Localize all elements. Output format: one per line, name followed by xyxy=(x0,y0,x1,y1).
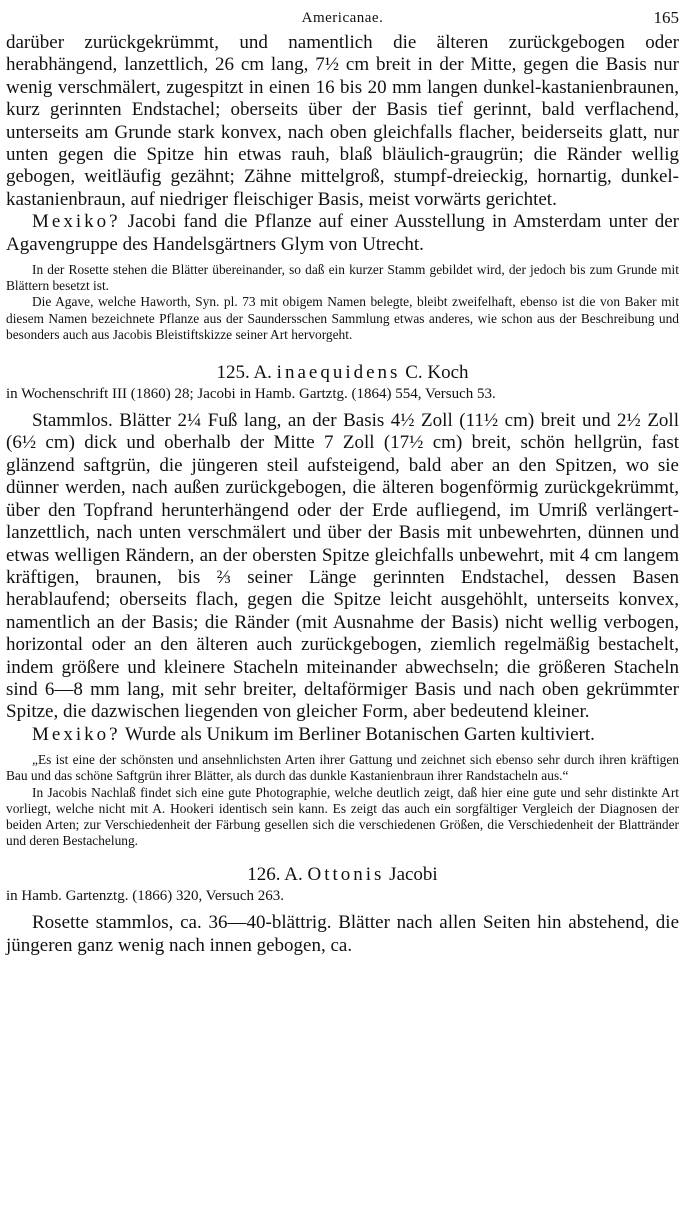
footnote-rosette: In der Rosette stehen die Blätter übereinander, so daß ein kurzer Stamm gebildet wird, der jedoch bis zum Grunde mit Blättern besetzt ist. xyxy=(6,262,679,294)
species-number: 125. xyxy=(216,362,250,384)
species-number: 126. xyxy=(247,864,281,886)
locality-paragraph-125 xyxy=(6,724,679,746)
species-heading-125 xyxy=(6,361,679,385)
footnote-haworth: Die Agave, welche Haworth, Syn. pl. 73 mit obigem Namen belegte, bleibt zweifelhaft, ebenso ist die von Baker mit diesem Namen bezeichnete Pflanze aus der Saundersschen Sammlung etwas anderes, wie schon aus der Beschreibung und besonders auch aus Jacobis Bleistiftskizze seiner Art hervorgeht. xyxy=(6,294,679,342)
continued-description: darüber zurückgekrümmt, und namentlich die älteren zurückgebogen oder herabhängend, lanzettlich, 26 cm lang, 7½ cm breit in der Mitte, gegen die Basis nur wenig verschmälert, zugespitzt in einen 16 bis 20 mm langen dunkel-kastanienbraunen, kurz gerinnten Endstachel; oberseits über der Basis tief gerinnt, bald verflachend, unterseits am Grunde stark konvex, nach oben gleichfalls flacher, beiderseits glatt, nur unten gegen die Spitze hin etwas rauh, blaß bläulich-graugrün; die Ränder wellig gebogen, weitläufig gezähnt; Zähne mittelgroß, stumpf-dreieckig, hornartig, dunkel-kastanienbraun, auf niedriger fleischiger Basis, meist vorwärts gerichtet. xyxy=(6,32,679,210)
locality-label: Mexiko? xyxy=(32,723,121,745)
species-description-126: Rosette stammlos, ca. 36—40-blättrig. Blätter nach allen Seiten hin abstehend, die jüngeren ganz wenig nach innen gebogen, ca. xyxy=(6,912,679,956)
running-header xyxy=(6,0,679,32)
species-author: C. Koch xyxy=(405,362,469,384)
locality-text: Jacobi fand die Pflanze auf einer Ausstellung in Amsterdam unter der Agavengruppe des Handelsgärtners Glym von Utrecht. xyxy=(6,211,680,255)
locality-label: Mexiko? xyxy=(32,211,121,233)
footnote-photo-125: In Jacobis Nachlaß findet sich eine gute Photographie, welche deutlich zeigt, daß hier eine gute und sehr distinkte Art vorliegt, welche nicht mit A. Hookeri identisch sein kann. Es zeigt das auch ein sorgfältiger Vergleich der Diagnosen der beiden Arten; zur Verschiedenheit der Färbung gesellen sich die verschiedenen Größen, die Verschiedenheit der Blattränder und deren Bestachelung. xyxy=(6,784,679,849)
species-genus: A. xyxy=(284,864,303,886)
species-citation-125: in Wochenschrift III (1860) 28; Jacobi in Hamb. Gartztg. (1864) 554, Versuch 53. xyxy=(6,386,496,403)
locality-paragraph xyxy=(6,211,679,256)
species-citation-126: in Hamb. Gartenztg. (1866) 320, Versuch 263. xyxy=(6,888,284,905)
running-title: Americanae. xyxy=(301,10,384,26)
footnote-quote-125: „Es ist eine der schönsten und ansehnlichsten Arten ihrer Gattung und zeichnet sich ebenso sehr durch ihren kräftigen Bau und das schöne Saftgrün ihrer Blätter, als durch das dunkle Kastanienbraun ihrer Randstacheln aus.“ xyxy=(6,752,679,784)
species-epithet: Ottonis xyxy=(307,864,385,886)
species-epithet: inaequidens xyxy=(276,362,401,384)
species-description-125: Stammlos. Blätter 2¼ Fuß lang, an der Basis 4½ Zoll (11½ cm) breit und 2½ Zoll (6½ cm) dick und oberhalb der Mitte 7 Zoll (17½ cm) breit, schön hellgrün, fast glänzend saftgrün, die jüngeren steil aufsteigend, bald aber an den Spitzen, wo sie dünner werden, nach außen zurückgebogen, die älteren bogenförmig zurückgekrümmt, über den Topfrand herunterhängend oder der Erde aufliegend, im Umriß verlängert-lanzettlich, nach unten verschmälert und über der Basis mit unbewehrten, dünnen und etwas welligen Rändern, an der obersten Spitze gleichfalls unbewehrt, mit 4 cm langem kräftigen, braunen, bis ⅔ seiner Länge gerinnten Endstachel, dessen Basen herablaufend; oberseits flach, gegen die Spitze leicht ausgehöhlt, unterseits konvex, namentlich an der Basis; die Ränder (mit Ausnahme der Basis) nicht wellig verbogen, horizontal oder an den älteren auch zurückgebogen, ziemlich regelmäßig bestachelt, indem größere und kleinere Stacheln miteinander abwechseln; die größeren Stacheln sind 6—8 mm lang, mit sehr breiter, deltaförmiger Basis und nach oben gekrümmter Spitze, die dazwischen liegenden von gleicher Form, aber bedeutend kleiner. xyxy=(6,410,679,723)
species-author: Jacobi xyxy=(389,864,438,886)
page-number: 165 xyxy=(653,8,679,27)
locality-text: Wurde als Unikum im Berliner Botanischen Garten kultiviert. xyxy=(124,723,595,745)
species-heading-126 xyxy=(6,863,679,887)
species-genus: A. xyxy=(253,362,272,384)
book-page xyxy=(6,0,679,957)
